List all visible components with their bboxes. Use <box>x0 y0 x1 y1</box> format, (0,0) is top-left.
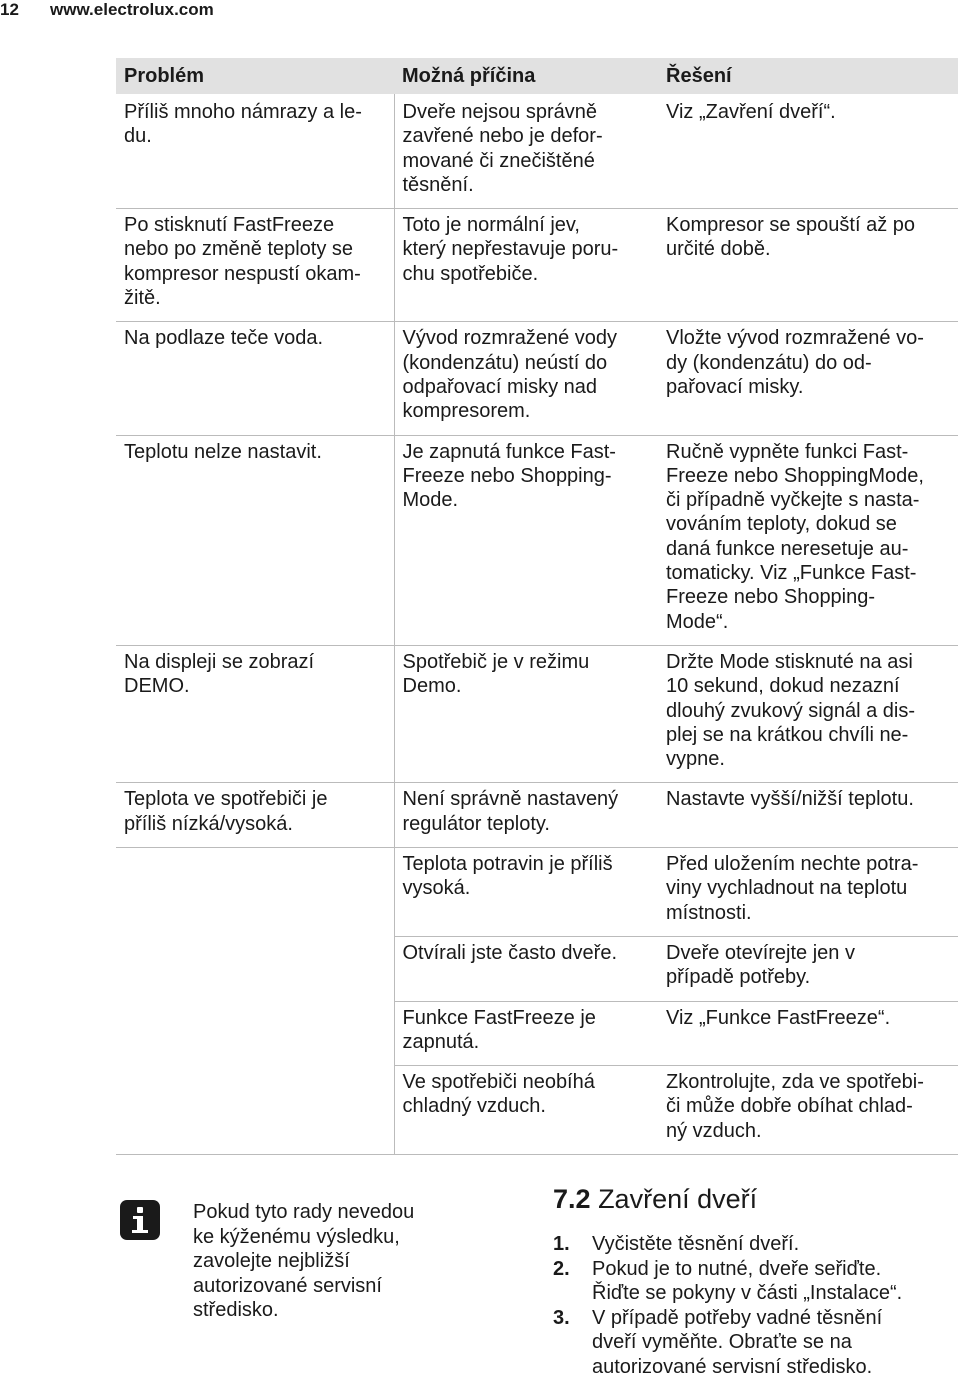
cell-line: vováním teploty, dokud se <box>666 513 897 535</box>
cell-line: tomaticky. Viz „Funkce Fast- <box>666 562 916 584</box>
cell-line: Dveře nejsou správně <box>403 101 598 123</box>
page-number: 12 <box>0 0 19 20</box>
step-line: autorizované servisní středisko. <box>592 1355 958 1379</box>
troubleshooting-table <box>116 58 958 1155</box>
problem-cell <box>116 209 394 322</box>
cell-line: Mode. <box>403 489 459 511</box>
cell-line: daná funkce neresetuje au- <box>666 538 908 560</box>
step-item <box>553 1306 958 1379</box>
cell-line: Viz „Funkce FastFreeze“. <box>666 1007 890 1029</box>
cause-cell <box>394 783 658 848</box>
cell-line: Držte Mode stisknuté na asi <box>666 651 913 673</box>
cause-cell <box>394 94 658 209</box>
cause-cell <box>394 209 658 322</box>
cell-line: či případně vyčkejte s nasta- <box>666 489 919 511</box>
cause-cell <box>394 1066 658 1155</box>
cell-line: žitě. <box>124 287 161 309</box>
problem-cell <box>116 435 394 645</box>
header-problem: Problém <box>116 58 394 94</box>
cell-line: místnosti. <box>666 902 752 924</box>
cell-line: DEMO. <box>124 675 190 697</box>
table-row <box>116 322 958 435</box>
site-url: www.electrolux.com <box>50 0 214 20</box>
cell-line: Demo. <box>403 675 462 697</box>
problem-cell <box>116 645 394 782</box>
solution-cell <box>658 936 958 1001</box>
step-number: 2. <box>553 1257 570 1282</box>
cell-line: Mode“. <box>666 611 728 633</box>
cell-line: který nepřestavuje poru- <box>403 238 619 260</box>
cell-line: vypne. <box>666 748 725 770</box>
cell-line: dy (kondenzátu) do od- <box>666 352 872 374</box>
cell-line: Před uložením nechte potra- <box>666 853 918 875</box>
cell-line: viny vychladnout na teplotu <box>666 877 907 899</box>
cell-line: (kondenzátu) neústí do <box>403 352 608 374</box>
solution-cell <box>658 209 958 322</box>
header-solution: Řešení <box>658 58 958 94</box>
cell-line: určité době. <box>666 238 771 260</box>
solution-cell <box>658 783 958 848</box>
table-row <box>116 1066 958 1155</box>
cell-line: Ručně vypněte funkci Fast- <box>666 441 908 463</box>
info-icon <box>120 1200 160 1240</box>
step-line: dveří vyměňte. Obraťte se na <box>592 1330 958 1355</box>
cell-line: nebo po změně teploty se <box>124 238 353 260</box>
cell-line: Teplota ve spotřebiči je <box>124 788 327 810</box>
section-title-text: Zavření dveří <box>598 1184 757 1214</box>
section-number: 7.2 <box>553 1184 591 1214</box>
cause-cell <box>394 1001 658 1066</box>
cell-line: Dveře otevírejte jen v <box>666 942 855 964</box>
cell-line: či může dobře obíhat chlad- <box>666 1095 913 1117</box>
section-title <box>553 1183 757 1215</box>
cell-line: kompresor nespustí okam- <box>124 263 361 285</box>
cell-line: Spotřebič je v režimu <box>403 651 590 673</box>
problem-cell <box>116 848 394 937</box>
table-row <box>116 94 958 209</box>
cell-line: těsnění. <box>403 174 474 196</box>
cell-line: Freeze nebo ShoppingMode, <box>666 465 924 487</box>
cell-line: příliš nízká/vysoká. <box>124 813 293 835</box>
cell-line: Na podlaze teče voda. <box>124 327 323 349</box>
cell-line: kompresorem. <box>403 400 531 422</box>
note-line: Pokud tyto rady nevedou <box>193 1200 463 1225</box>
cause-cell <box>394 435 658 645</box>
cell-line: Na displeji se zobrazí <box>124 651 314 673</box>
table-header-row <box>116 58 958 94</box>
cell-line: Vývod rozmražené vody <box>403 327 618 349</box>
cell-line: Freeze nebo Shopping- <box>403 465 612 487</box>
step-line: V případě potřeby vadné těsnění <box>592 1306 958 1331</box>
cell-line: chladný vzduch. <box>403 1095 546 1117</box>
table-row <box>116 848 958 937</box>
cause-cell <box>394 936 658 1001</box>
step-number: 3. <box>553 1306 570 1331</box>
solution-cell <box>658 94 958 209</box>
table-row <box>116 1001 958 1066</box>
cell-line: plej se na krátkou chvíli ne- <box>666 724 908 746</box>
table-body <box>116 94 958 1154</box>
problem-cell <box>116 1001 394 1066</box>
step-line: Řiďte se pokyny v části „Instalace“. <box>592 1281 958 1306</box>
cell-line: Toto je normální jev, <box>403 214 581 236</box>
steps-list <box>553 1232 958 1379</box>
solution-cell <box>658 1066 958 1155</box>
solution-cell <box>658 322 958 435</box>
cause-cell <box>394 848 658 937</box>
cell-line: Funkce FastFreeze je <box>403 1007 596 1029</box>
problem-cell <box>116 94 394 209</box>
solution-cell <box>658 1001 958 1066</box>
cell-line: chu spotřebiče. <box>403 263 539 285</box>
table-row <box>116 645 958 782</box>
cell-line: Po stisknutí FastFreeze <box>124 214 334 236</box>
cell-line: Nastavte vyšší/nižší teplotu. <box>666 788 914 810</box>
cell-line: Vložte vývod rozmražené vo- <box>666 327 924 349</box>
cell-line: mované či znečištěné <box>403 150 595 172</box>
cell-line: Kompresor se spouští až po <box>666 214 915 236</box>
problem-cell <box>116 322 394 435</box>
problem-cell <box>116 936 394 1001</box>
cell-line: Teplotu nelze nastavit. <box>124 441 322 463</box>
cell-line: odpařovací misky nad <box>403 376 598 398</box>
cause-cell <box>394 322 658 435</box>
solution-cell <box>658 645 958 782</box>
problem-cell <box>116 783 394 848</box>
cell-line: Zkontrolujte, zda ve spotřebi- <box>666 1071 924 1093</box>
note-line: autorizované servisní <box>193 1274 463 1299</box>
header-cause: Možná příčina <box>394 58 658 94</box>
table-row <box>116 783 958 848</box>
cell-line: du. <box>124 125 152 147</box>
step-item <box>553 1232 958 1257</box>
step-number: 1. <box>553 1232 570 1257</box>
note-line: středisko. <box>193 1298 463 1323</box>
table-row <box>116 435 958 645</box>
cell-line: regulátor teploty. <box>403 813 551 835</box>
solution-cell <box>658 435 958 645</box>
cell-line: zapnutá. <box>403 1031 480 1053</box>
cell-line: Není správně nastavený <box>403 788 619 810</box>
cell-line: Příliš mnoho námrazy a le- <box>124 101 362 123</box>
table-row <box>116 936 958 1001</box>
step-item <box>553 1257 958 1306</box>
solution-cell <box>658 848 958 937</box>
cell-line: Otvírali jste často dveře. <box>403 942 618 964</box>
info-note <box>193 1200 463 1323</box>
step-line: Vyčistěte těsnění dveří. <box>592 1232 958 1257</box>
cell-line: Teplota potravin je příliš <box>403 853 613 875</box>
cell-line: dlouhý zvukový signál a dis- <box>666 700 915 722</box>
cell-line: Viz „Zavření dveří“. <box>666 101 836 123</box>
cell-line: pařovací misky. <box>666 376 803 398</box>
cell-line: Ve spotřebiči neobíhá <box>403 1071 595 1093</box>
note-line: ke kýženému výsledku, <box>193 1225 463 1250</box>
cell-line: zavřené nebo je defor- <box>403 125 603 147</box>
cause-cell <box>394 645 658 782</box>
cell-line: 10 sekund, dokud nezazní <box>666 675 900 697</box>
note-line: zavolejte nejbližší <box>193 1249 463 1274</box>
cell-line: ný vzduch. <box>666 1120 762 1142</box>
cell-line: případě potřeby. <box>666 966 810 988</box>
cell-line: vysoká. <box>403 877 471 899</box>
problem-cell <box>116 1066 394 1155</box>
cell-line: Je zapnutá funkce Fast- <box>403 441 616 463</box>
table-row <box>116 209 958 322</box>
cell-line: Freeze nebo Shopping- <box>666 586 875 608</box>
step-line: Pokud je to nutné, dveře seřiďte. <box>592 1257 958 1282</box>
